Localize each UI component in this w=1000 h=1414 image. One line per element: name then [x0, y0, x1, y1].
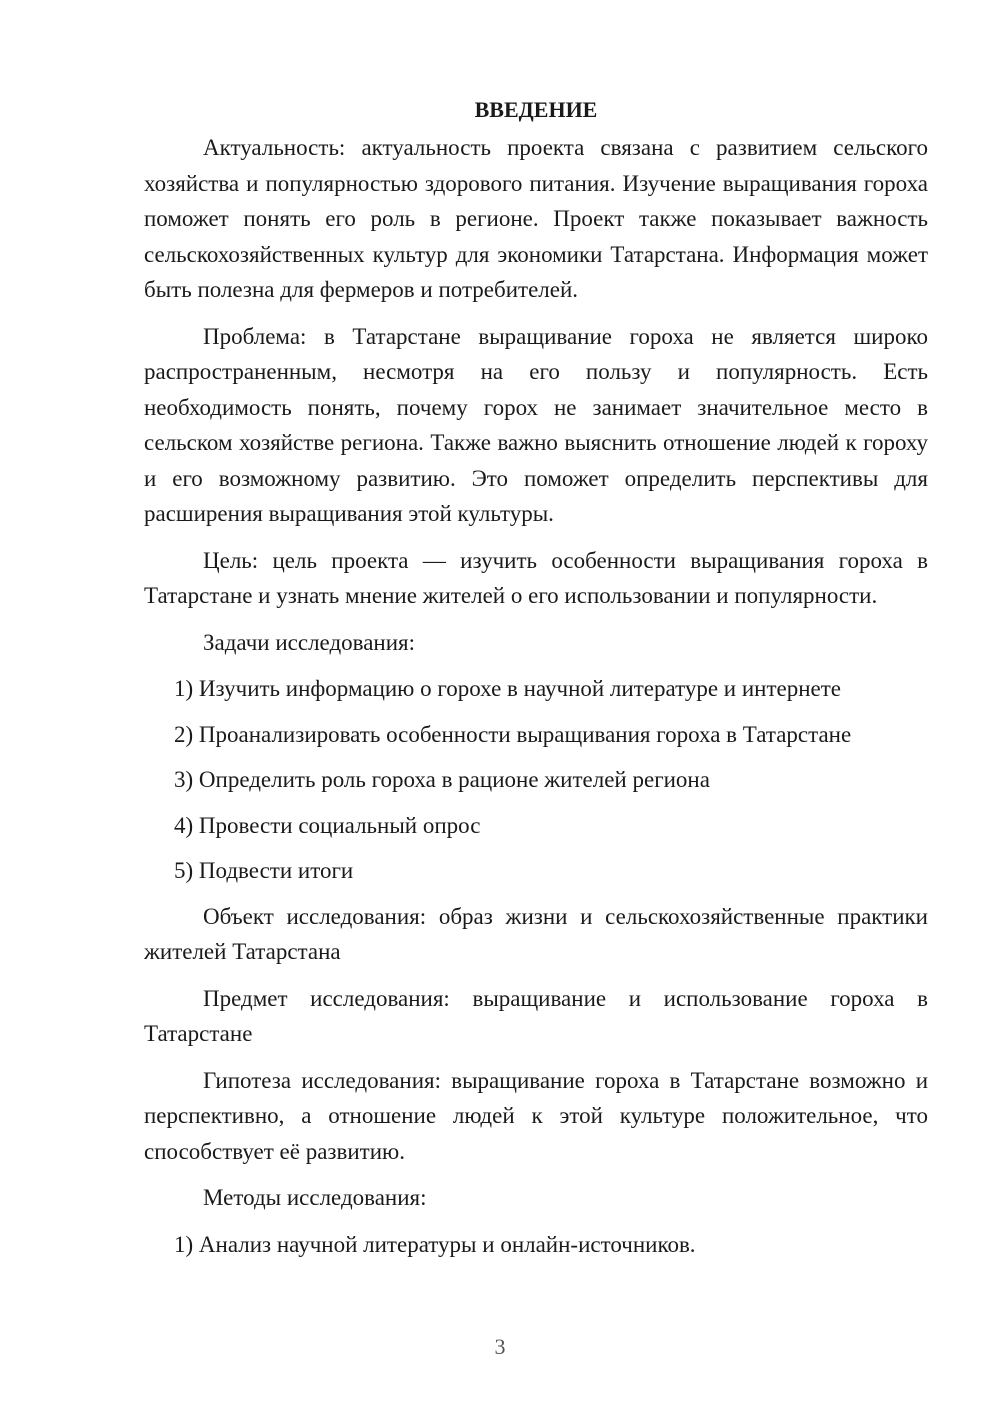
- method-item: 1) Анализ научной литературы и онлайн-источников.: [174, 1231, 696, 1257]
- object-paragraph: Объект исследования: образ жизни и сельскохозяйственные практики жителей Татарстана: [144, 903, 928, 964]
- tasks-heading: Задачи исследования:: [203, 629, 416, 655]
- task-item: 5) Подвести итоги: [174, 858, 354, 883]
- task-item: 4) Провести социальный опрос: [174, 812, 481, 838]
- problem-paragraph: Проблема: в Татарстане выращивание гороха не является широко распространенным, несмотря на его пользу и популярность. Есть необходимость понять, почему горох не занимает значительное место в сельском хозяйстве региона. Также важно выяснить отношение людей к гороху и его возможному развитию. Это поможет определить перспективы для расширения выращивания этой культуры.: [144, 323, 928, 526]
- hypothesis-paragraph: Гипотеза исследования: выращивание гороха в Татарстане возможно и перспективно, а отношение людей к этой культуре положительное, что способствует её развитию.: [144, 1067, 928, 1164]
- goal-paragraph: Цель: цель проекта — изучить особенности выращивания гороха в Татарстане и узнать мнение жителей о его использовании и популярности.: [144, 547, 928, 608]
- subject-paragraph: Предмет исследования: выращивание и использование гороха в Татарстане: [144, 985, 928, 1046]
- relevance-paragraph: Актуальность: актуальность проекта связана с развитием сельского хозяйства и популярностью здорового питания. Изучение выращивания гороха поможет понять его роль в регионе. Проект также показывает важность сельскохозяйственных культур для экономики Татарстана. Информация может быть полезна для фермеров и потребителей.: [144, 135, 928, 302]
- page-number: 3: [494, 1334, 506, 1359]
- section-title: ВВЕДЕНИЕ: [474, 97, 598, 122]
- task-item: 1) Изучить информацию о горохе в научной литературе и интернете: [174, 676, 842, 701]
- page-content: [144, 92, 928, 1272]
- task-item: 2) Проанализировать особенности выращивания гороха в Татарстане: [174, 721, 852, 747]
- task-item: 3) Определить роль гороха в рационе жителей региона: [174, 767, 710, 792]
- methods-heading: Методы исследования:: [203, 1185, 427, 1210]
